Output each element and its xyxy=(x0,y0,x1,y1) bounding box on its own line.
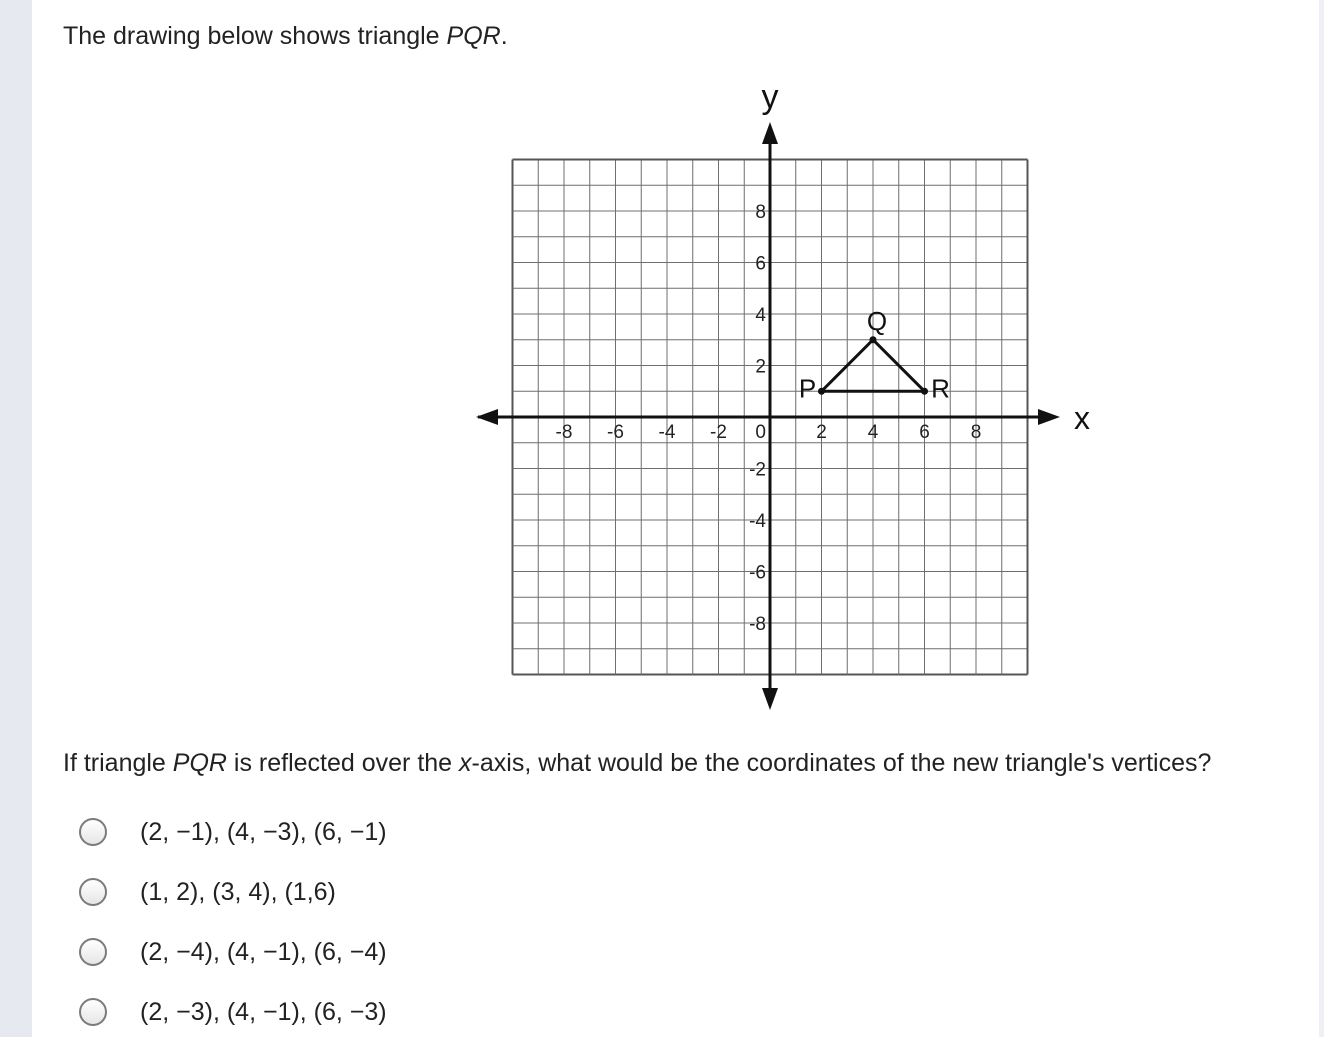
choice-label: (2, −4), (4, −1), (6, −4) xyxy=(140,938,387,966)
vertex-label: P xyxy=(798,373,817,404)
x-tick-label: -2 xyxy=(710,422,727,443)
x-tick-label: -6 xyxy=(607,422,624,443)
vertex-point xyxy=(870,336,877,343)
x-tick-label: -4 xyxy=(658,422,676,443)
x-tick-label: -8 xyxy=(555,422,573,443)
choice-label: (1, 2), (3, 4), (1,6) xyxy=(140,878,336,906)
scrollbar-track[interactable] xyxy=(1319,0,1324,1037)
y-axis-arrow-down xyxy=(762,688,778,710)
x-axis-arrow-right xyxy=(1038,409,1060,425)
question-panel xyxy=(32,0,1319,1037)
y-axis-arrow-up xyxy=(762,122,778,144)
question-text-part: If triangle xyxy=(63,749,173,777)
radio-button[interactable] xyxy=(79,818,107,846)
x-axis-label: x xyxy=(1074,400,1090,436)
vertex-label: Q xyxy=(866,305,888,336)
y-axis-label: y xyxy=(761,78,779,116)
prompt-text-part: The drawing below shows triangle xyxy=(63,22,447,50)
question-axis-name: x xyxy=(459,749,472,777)
y-tick-label: 4 xyxy=(755,305,766,326)
choice-option-2[interactable] xyxy=(79,870,679,914)
y-tick-label: -4 xyxy=(749,511,766,532)
y-tick-label: -6 xyxy=(749,562,766,584)
x-tick-label: 8 xyxy=(970,422,982,443)
vertex-point xyxy=(818,388,825,395)
graph-svg xyxy=(440,70,1100,720)
vertex-label: R xyxy=(931,373,950,404)
origin-label: 0 xyxy=(755,422,766,443)
question-text-part: -axis, what would be the coordinates of the new triangle's vertices? xyxy=(471,749,1212,777)
choice-label: (2, −1), (4, −3), (6, −1) xyxy=(140,818,387,846)
choice-option-3[interactable] xyxy=(79,930,679,974)
left-rail xyxy=(0,0,32,1037)
x-tick-label: 6 xyxy=(919,422,930,443)
choice-option-4[interactable] xyxy=(79,990,679,1034)
choice-label: (2, −3), (4, −1), (6, −3) xyxy=(140,998,387,1026)
question-text-part: is reflected over the xyxy=(226,749,460,777)
coordinate-graph xyxy=(440,70,1100,720)
x-tick-label: 4 xyxy=(867,422,879,443)
y-tick-label: 2 xyxy=(755,356,766,378)
radio-button[interactable] xyxy=(79,938,107,966)
y-tick-label: -8 xyxy=(749,614,766,635)
prompt-text-end: . xyxy=(500,22,508,50)
radio-button[interactable] xyxy=(79,878,107,906)
question-triangle-name: PQR xyxy=(172,749,227,777)
prompt-text xyxy=(63,20,508,52)
choice-option-1[interactable] xyxy=(79,810,679,854)
y-tick-label: -2 xyxy=(749,459,766,481)
x-tick-label: 2 xyxy=(816,422,827,443)
x-axis-arrow-left xyxy=(476,409,498,425)
y-tick-label: 6 xyxy=(755,253,766,275)
y-tick-label: 8 xyxy=(755,202,766,223)
question-text xyxy=(63,747,1211,779)
vertex-point xyxy=(921,388,928,395)
triangle-name: PQR xyxy=(446,22,501,50)
radio-button[interactable] xyxy=(79,998,107,1026)
